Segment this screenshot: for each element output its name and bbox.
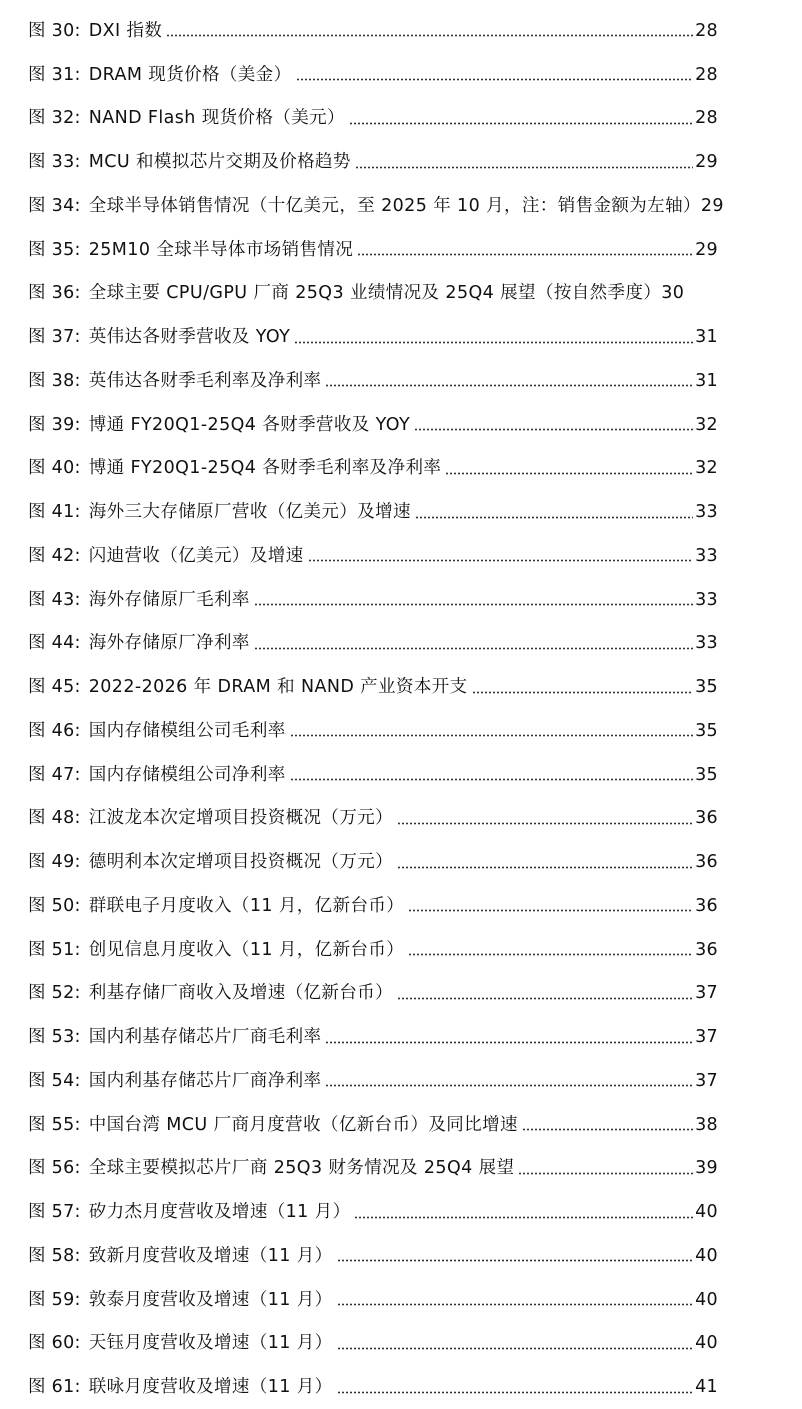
toc-entry-label <box>28 282 684 304</box>
figure-number: 图 36: <box>28 283 81 304</box>
figure-title: 英伟达各财季营收及 YOY <box>88 327 291 348</box>
figure-title: 国内利基存储芯片厂商净利率 <box>88 1070 322 1091</box>
toc-entry-label <box>28 1376 718 1398</box>
figure-title: 25M10 全球半导体市场销售情况 <box>88 239 354 260</box>
figure-number: 图 39: <box>28 414 81 435</box>
toc-entry[interactable] <box>0 884 802 928</box>
toc-entry-label <box>28 20 718 42</box>
toc-entry[interactable] <box>0 1278 802 1322</box>
toc-entry-label <box>28 370 718 392</box>
toc-entry[interactable] <box>0 534 802 578</box>
toc-entry-label <box>28 676 718 698</box>
toc-entry[interactable] <box>0 1234 802 1278</box>
figure-title: 德明利本次定增项目投资概况（万元） <box>88 852 394 873</box>
toc-entry[interactable] <box>0 1103 802 1147</box>
figure-number: 图 52: <box>28 983 81 1004</box>
page-number: 40 <box>695 1202 718 1223</box>
page-number: 36 <box>695 939 718 960</box>
toc-entry-label <box>28 895 718 917</box>
figure-number: 图 53: <box>28 1027 81 1048</box>
figure-number: 图 56: <box>28 1158 81 1179</box>
toc-entry-label <box>28 764 718 786</box>
figure-title: 海外三大存储原厂营收（亿美元）及增速 <box>88 502 411 523</box>
toc-entry-label <box>28 939 718 961</box>
toc-entry[interactable] <box>0 578 802 622</box>
dot-leader <box>397 822 693 825</box>
toc-entry[interactable] <box>0 622 802 666</box>
figure-title: 中国台湾 MCU 厂商月度营收（亿新台币）及同比增速 <box>88 1114 518 1135</box>
figure-number: 图 61: <box>28 1377 81 1398</box>
toc-entry[interactable] <box>0 1365 802 1409</box>
dot-leader <box>296 78 694 81</box>
page-number: 39 <box>695 1158 718 1179</box>
dot-leader <box>337 1347 694 1350</box>
toc-entry[interactable] <box>0 490 802 534</box>
figure-title: NAND Flash 现货价格（美元） <box>88 108 345 129</box>
toc-entry-label <box>28 589 718 611</box>
toc-entry[interactable] <box>0 1147 802 1191</box>
figure-number: 图 34: <box>28 195 81 216</box>
toc-entry-label <box>28 851 718 873</box>
figure-title: 海外存储原厂净利率 <box>88 633 250 654</box>
page-number: 35 <box>695 720 718 741</box>
page-number: 33 <box>695 545 718 566</box>
figure-number: 图 58: <box>28 1245 81 1266</box>
page-number: 30 <box>661 283 685 304</box>
figure-number: 图 30: <box>28 20 81 41</box>
dot-leader <box>408 909 693 912</box>
figure-number: 图 42: <box>28 545 81 566</box>
figure-number: 图 38: <box>28 370 81 391</box>
dot-leader <box>290 734 693 737</box>
figure-title: 敦泰月度营收及增速（11 月） <box>88 1289 333 1310</box>
figure-number: 图 43: <box>28 589 81 610</box>
page-number: 29 <box>695 239 718 260</box>
dot-leader <box>325 384 693 387</box>
figure-title: 2022-2026 年 DRAM 和 NAND 产业资本开支 <box>88 677 468 698</box>
toc-entry-label <box>28 457 718 479</box>
page-number: 37 <box>695 1027 718 1048</box>
toc-entry-label <box>28 807 718 829</box>
toc-entry[interactable] <box>0 753 802 797</box>
toc-entry-label <box>28 326 718 348</box>
dot-leader <box>325 1084 693 1087</box>
page-number: 41 <box>695 1377 718 1398</box>
dot-leader <box>254 603 693 606</box>
toc-entry[interactable] <box>0 97 802 141</box>
dot-leader <box>522 1128 693 1131</box>
page-number: 36 <box>695 852 718 873</box>
figure-title: 国内存储模组公司毛利率 <box>88 720 286 741</box>
page-number: 33 <box>695 633 718 654</box>
figure-title: 国内利基存储芯片厂商毛利率 <box>88 1027 322 1048</box>
page-number: 37 <box>695 983 718 1004</box>
page-number: 36 <box>695 808 718 829</box>
figure-number: 图 57: <box>28 1202 81 1223</box>
toc-entry[interactable] <box>0 665 802 709</box>
toc-entry-label <box>28 545 718 567</box>
figure-title: 国内存储模组公司净利率 <box>88 764 286 785</box>
figure-number: 图 46: <box>28 720 81 741</box>
figure-number: 图 45: <box>28 677 81 698</box>
toc-entry[interactable] <box>0 1190 802 1234</box>
figure-number: 图 31: <box>28 64 81 85</box>
page-number: 35 <box>695 764 718 785</box>
figure-title: 利基存储厂商收入及增速（亿新台币） <box>88 983 394 1004</box>
dot-leader <box>408 953 693 956</box>
page-number: 33 <box>695 502 718 523</box>
toc-entry[interactable] <box>0 1322 802 1366</box>
toc-entry-label <box>28 414 718 436</box>
toc-entry-label <box>28 1157 718 1179</box>
page-number: 40 <box>695 1289 718 1310</box>
dot-leader <box>166 34 693 37</box>
dot-leader <box>472 691 694 694</box>
toc-entry[interactable] <box>0 359 802 403</box>
toc-entry[interactable] <box>0 228 802 272</box>
figure-title: 英伟达各财季毛利率及净利率 <box>88 370 322 391</box>
toc-entry[interactable] <box>0 928 802 972</box>
figure-title: DRAM 现货价格（美金） <box>88 64 292 85</box>
figure-list <box>0 9 802 1409</box>
dot-leader <box>445 472 693 475</box>
dot-leader <box>518 1172 693 1175</box>
toc-entry-label <box>28 1332 718 1354</box>
dot-leader <box>337 1303 694 1306</box>
figure-number: 图 59: <box>28 1289 81 1310</box>
figure-title: 天钰月度营收及增速（11 月） <box>88 1333 333 1354</box>
toc-entry-label <box>28 720 718 742</box>
figure-number: 图 48: <box>28 808 81 829</box>
figure-number: 图 49: <box>28 852 81 873</box>
page-number: 40 <box>695 1333 718 1354</box>
toc-entry-label <box>28 1070 718 1092</box>
dot-leader <box>294 341 693 344</box>
dot-leader <box>337 1259 694 1262</box>
dot-leader <box>308 559 694 562</box>
toc-entry-label <box>28 64 718 86</box>
toc-entry-label <box>28 1289 718 1311</box>
dot-leader <box>357 253 693 256</box>
toc-entry[interactable] <box>0 447 802 491</box>
figure-title: DXI 指数 <box>88 20 163 41</box>
figure-title: MCU 和模拟芯片交期及价格趋势 <box>88 152 351 173</box>
page-number: 28 <box>695 108 718 129</box>
toc-entry[interactable] <box>0 840 802 884</box>
toc-entry-label <box>28 982 718 1004</box>
figure-number: 图 44: <box>28 633 81 654</box>
page-number: 40 <box>695 1245 718 1266</box>
toc-entry-label <box>28 632 718 654</box>
page-number: 32 <box>695 458 718 479</box>
toc-entry[interactable] <box>0 53 802 97</box>
dot-leader <box>414 428 693 431</box>
toc-entry[interactable] <box>0 972 802 1016</box>
figure-number: 图 51: <box>28 939 81 960</box>
toc-entry-label <box>28 151 718 173</box>
dot-leader <box>397 997 693 1000</box>
page-number: 31 <box>695 327 718 348</box>
dot-leader <box>325 1041 693 1044</box>
toc-entry[interactable] <box>0 140 802 184</box>
toc-entry[interactable] <box>0 403 802 447</box>
toc-entry-label <box>28 1114 718 1136</box>
figure-number: 图 47: <box>28 764 81 785</box>
figure-number: 图 41: <box>28 502 81 523</box>
figure-number: 图 60: <box>28 1333 81 1354</box>
figure-number: 图 50: <box>28 895 81 916</box>
figure-number: 图 54: <box>28 1070 81 1091</box>
figure-title: 群联电子月度收入（11 月，亿新台币） <box>88 895 405 916</box>
page-number: 38 <box>695 1114 718 1135</box>
figure-number: 图 35: <box>28 239 81 260</box>
figure-title: 致新月度营收及增速（11 月） <box>88 1245 333 1266</box>
figure-number: 图 33: <box>28 152 81 173</box>
page-number: 33 <box>695 589 718 610</box>
figure-title: 海外存储原厂毛利率 <box>88 589 250 610</box>
toc-entry[interactable] <box>0 1059 802 1103</box>
figure-number: 图 55: <box>28 1114 81 1135</box>
toc-entry[interactable] <box>0 315 802 359</box>
figure-title: 江波龙本次定增项目投资概况（万元） <box>88 808 394 829</box>
figure-number: 图 40: <box>28 458 81 479</box>
figure-title: 博通 FY20Q1-25Q4 各财季毛利率及净利率 <box>88 458 442 479</box>
page-number: 36 <box>695 895 718 916</box>
toc-entry-label <box>28 1201 718 1223</box>
page-number: 37 <box>695 1070 718 1091</box>
toc-entry-label <box>28 1026 718 1048</box>
dot-leader <box>337 1391 694 1394</box>
page-number: 35 <box>695 677 718 698</box>
figure-title: 全球主要 CPU/GPU 厂商 25Q3 业绩情况及 25Q4 展望（按自然季度） <box>88 283 662 304</box>
toc-entry[interactable] <box>0 797 802 841</box>
dot-leader <box>254 647 693 650</box>
dot-leader <box>415 516 693 519</box>
toc-entry[interactable] <box>0 9 802 53</box>
figure-number: 图 37: <box>28 327 81 348</box>
toc-entry-label <box>28 107 718 129</box>
dot-leader <box>349 122 693 125</box>
dot-leader <box>355 166 693 169</box>
figure-title: 全球半导体销售情况（十亿美元，至 2025 年 10 月，注：销售金额为左轴） <box>88 195 701 216</box>
toc-entry-label <box>28 239 718 261</box>
toc-entry-label <box>28 1245 718 1267</box>
toc-entry[interactable] <box>0 184 802 228</box>
page-number: 29 <box>700 195 724 216</box>
dot-leader <box>397 866 693 869</box>
toc-entry-label <box>28 501 718 523</box>
page-number: 31 <box>695 370 718 391</box>
figure-title: 闪迪营收（亿美元）及增速 <box>88 545 304 566</box>
figure-title: 创见信息月度收入（11 月，亿新台币） <box>88 939 405 960</box>
toc-entry[interactable] <box>0 1015 802 1059</box>
dot-leader <box>354 1216 693 1219</box>
toc-entry[interactable] <box>0 709 802 753</box>
figure-title: 矽力杰月度营收及增速（11 月） <box>88 1202 351 1223</box>
figure-title: 联咏月度营收及增速（11 月） <box>88 1377 333 1398</box>
page-number: 28 <box>695 20 718 41</box>
toc-entry-label <box>28 195 724 217</box>
figure-title: 全球主要模拟芯片厂商 25Q3 财务情况及 25Q4 展望 <box>88 1158 515 1179</box>
figure-title: 博通 FY20Q1-25Q4 各财季营收及 YOY <box>88 414 411 435</box>
figure-number: 图 32: <box>28 108 81 129</box>
dot-leader <box>290 778 693 781</box>
toc-entry[interactable] <box>0 272 802 316</box>
page-number: 32 <box>695 414 718 435</box>
page-number: 28 <box>695 64 718 85</box>
page-number: 29 <box>695 152 718 173</box>
